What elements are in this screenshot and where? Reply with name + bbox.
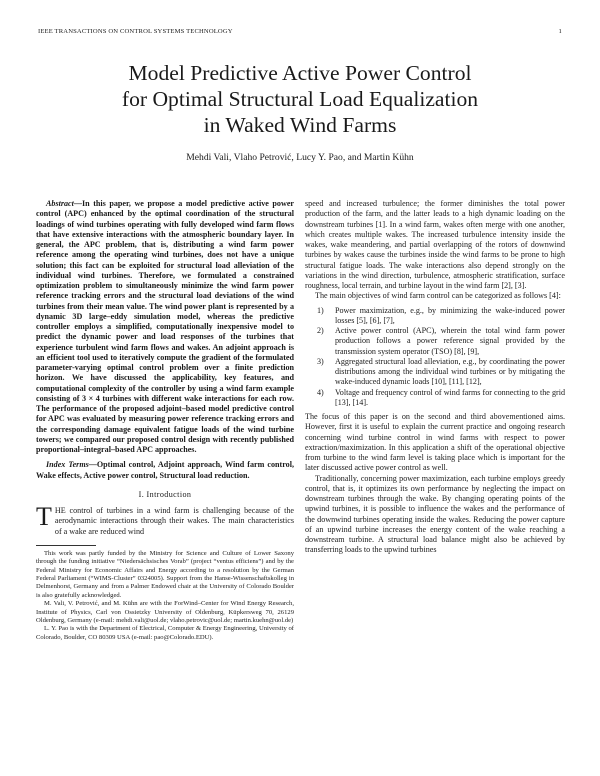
objectives-list — [305, 306, 565, 409]
drop-cap: T — [36, 502, 52, 531]
list-number: 1) — [317, 305, 324, 315]
author-list: Mehdi Vali, Vlaho Petrović, Lucy Y. Pao, and Martin Kühn — [186, 152, 414, 163]
abstract — [36, 199, 294, 455]
body-paragraph: speed and increased turbulence; the former diminishes the total power production of the farm, and the latter leads to a high dynamic loading on the downstream turbines [1]. In a wind farm, wakes often merge with one another, which creates multiple wakes. The increased turbulence intensity inside the wakes, wake meandering, and partial overlapping of the rotors of downwind turbines by wakes cause the turbines inside the wind farms to be prone to high structural fatigue loads. The wake interactions also depend strongly on the variations in the wind direction, turbulence, atmospheric stratification, surface roughness, local terrain, and turbine layout in the wind farm [2], [3]. — [305, 199, 565, 290]
intro-lead: HE — [54, 506, 66, 515]
index-terms — [36, 460, 294, 481]
list-text: Voltage and frequency control of wind farms for connecting to the grid [13], [14]. — [335, 387, 565, 407]
intro-paragraph — [36, 502, 294, 537]
list-item — [305, 388, 565, 409]
footnote-funding: This work was partly funded by the Ministry for Science and Culture of Lower Saxony through the funding initiative “Niedersächsisches Vorab” (project “ventus efficiens”) and by the Federal Ministry for Economic Affairs and Energy according to a resolution by the German Federal Parliament (“WIMS-Cluster” 0324005). Support from the Hanse-Wissenschaftskolleg in Delmenhorst, Germany and from a Palmer Endowed chair at the University of Colorado Boulder is also gratefully acknowledged. — [36, 549, 294, 599]
list-text: Aggregated structural load alleviation, e.g., by coordinating the power distributions among the individual wind turbines or by mitigating the wake-induced dynamic loads [10], [11], [12], — [335, 356, 565, 387]
list-item — [305, 306, 565, 327]
footnote-affiliation: L. Y. Pao is with the Department of Electrical, Computer & Energy Engineering, University of Colorado, Boulder, CO 80309 USA (e-mail: pao@Colorado.EDU). — [36, 625, 294, 641]
list-number: 3) — [317, 356, 324, 366]
body-paragraph: The focus of this paper is on the second and third abovementioned aims. However, first it is useful to explain the current practice and ongoing research concerning wind turbine control in wind farms with respect to power extraction/maximization. In this application a shift of the operational objective from turbine to the wind farm level is taking place which is important for the later discussed active power control as well. — [305, 412, 565, 473]
list-text: Active power control (APC), wherein the total wind farm power production follows a power reference signal provided by the transmission system operator (TSO) [8], [9], — [335, 326, 565, 356]
footnote-divider — [36, 545, 96, 546]
body-paragraph: The main objectives of wind farm control can be categorized as follows [4]: — [315, 291, 561, 301]
title-line: in Waked Wind Farms — [203, 113, 397, 137]
list-number: 4) — [317, 387, 324, 397]
section-heading: I. Introduction — [138, 489, 192, 499]
running-header — [38, 28, 562, 40]
footnote-affiliation: M. Vali, V. Petrović, and M. Kühn are with the ForWind–Center for Wind Energy Research, Institute of Physics, Carl von Ossietzky University of Oldenburg, Küpkersweg 70, 26129 Oldenburg, Germany (e-mail: mehdi.vali@uol.de; vlaho.petrovic@uol.de; martin.kuehn@uol.de) — [36, 600, 294, 624]
title-line: Model Predictive Active Power Control — [128, 61, 472, 85]
list-item — [305, 357, 565, 388]
abstract-label: Abstract — [46, 199, 74, 208]
journal-name: IEEE TRANSACTIONS ON CONTROL SYSTEMS TECHNOLOGY — [38, 28, 233, 35]
abstract-text: —In this paper, we propose a model predictive active power control (APC) enhanced by the optimal coordination of the structural loadings of wind turbines operating with fully developed wind farm flows that have extensive interactions with the atmospheric boundary layer. In general, the APC problem, that is, distributing a wind farm power reference among the operating wind turbines, does not have a unique solution; this fact can be exploited for structural load alleviation of the individual wind turbines. Therefore, we formulated a constrained optimization problem to simultaneously minimize the wind farm power reference tracking errors and the structural load deviations of the wind turbines from their mean value. The wind power plant is represented by a dynamic 3D large–eddy simulation model, whereas the predictive controller employs a simplified, computationally inexpensive model to predict the dynamic power and load responses of the turbines that experience turbulent wind farm flows and wakes. An adjoint approach is an efficient tool used to iteratively compute the gradient of the formulated parameter-varying optimal control problem over a finite prediction horizon. We have discussed the applicability, key features, and computational complexity of the controller by using a wind farm example consisting of 3 × 4 turbines with different wake interactions for each row. The performance of the proposed adjoint–based model predictive control for APC was evaluated by measuring power reference tracking errors and the corresponding damage equivalent fatigue loads of the wind turbine towers; we compared our proposed control design with recently published proportional–integral–based APC approaches. — [36, 199, 294, 454]
index-terms-text: —Optimal control, Adjoint approach, Wind farm control, Wake effects, Active power control, Structural load reduction. — [36, 460, 294, 480]
paper-title — [40, 60, 560, 138]
title-line: for Optimal Structural Load Equalization — [121, 87, 479, 111]
page-number: 1 — [558, 28, 562, 35]
left-column — [36, 199, 294, 642]
index-terms-label: Index Terms — [46, 460, 89, 470]
intro-text: control of turbines in a wind farm is challenging because of the aerodynamic interactions through their wakes. The main characteristics of a wake are reduced wind — [54, 506, 294, 536]
list-item — [305, 326, 565, 357]
list-text: Power maximization, e.g., by minimizing the wake-induced power losses [5], [6], [7], — [335, 305, 565, 325]
list-number: 2) — [317, 326, 324, 335]
body-paragraph: Traditionally, concerning power maximization, each turbine employs greedy control, that is, it optimizes its own performance by neglecting the impact on downstream turbines through the wake. By changing operating points of the upwind turbines, it is possible to influence the wakes and the performance of the downwind turbines operating inside the wakes. Reducing the power capture of an upwind turbine increases the energy content of the wake reaching a downstream turbine. A structural load balance might also be achieved by transferring loads to the upwind turbines — [305, 473, 565, 555]
right-column — [305, 199, 565, 556]
